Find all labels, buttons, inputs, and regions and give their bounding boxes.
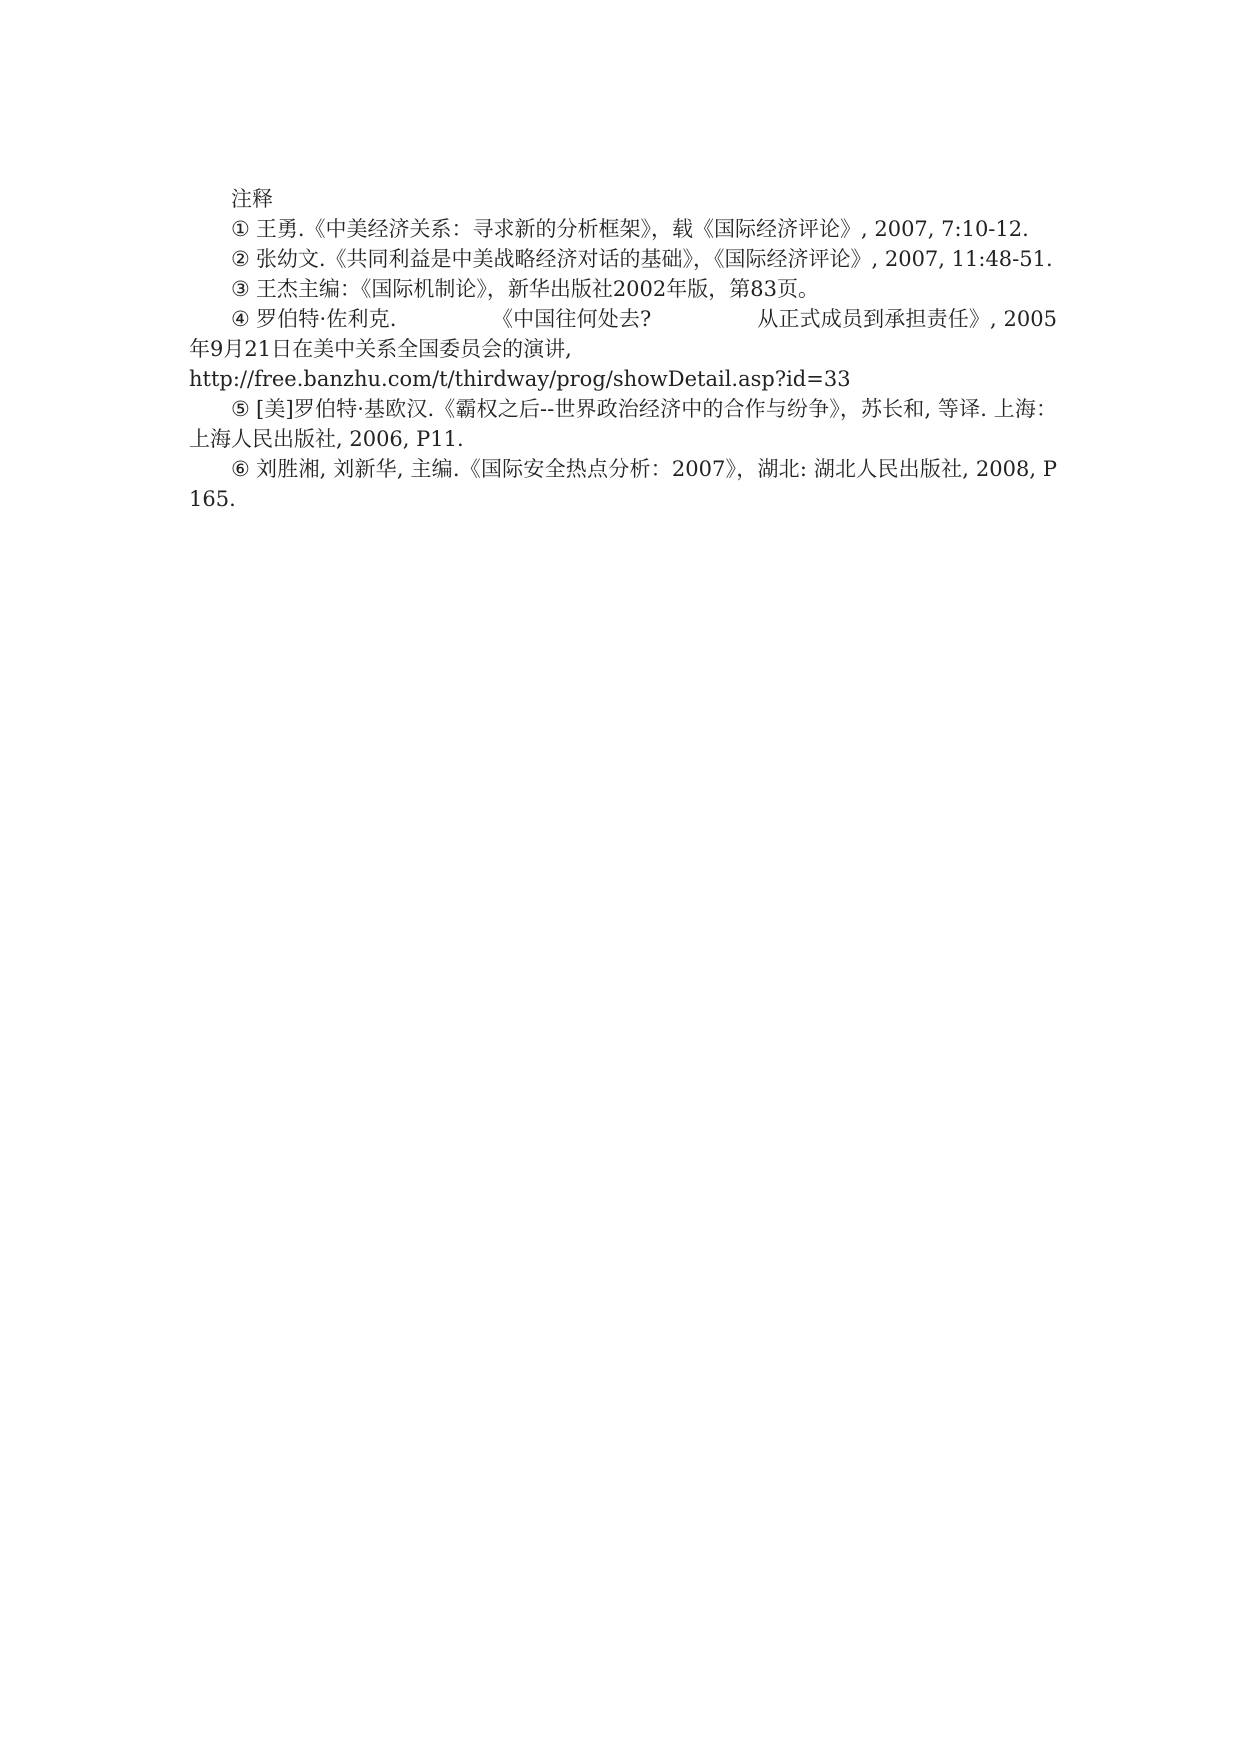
note-6: [189, 454, 1057, 514]
note-1: [189, 214, 1057, 244]
note-marker: ⑥: [231, 457, 251, 481]
note-text: 刘胜湘, 刘新华, 主编.《国际安全热点分析：2007》，湖北: 湖北人民出版社, 2008, P165.: [189, 457, 1058, 511]
note-marker: ①: [231, 217, 250, 241]
note-5: [189, 394, 1057, 454]
note-marker: ③: [231, 277, 250, 301]
source-url: http://free.banzhu.com/t/thirdway/prog/showDetail.asp?id=33: [189, 367, 851, 391]
note-4: [189, 304, 1057, 394]
note-text: 王勇.《中美经济关系：寻求新的分析框架》，载《国际经济评论》, 2007, 7:10-12.: [255, 217, 1029, 241]
notes-heading: 注释: [231, 187, 273, 211]
notes-section: [189, 184, 1057, 514]
note-3: [189, 274, 1057, 304]
note-marker: ②: [231, 247, 250, 271]
note-text: 王杰主编：《国际机制论》，新华出版社2002年版，第83页。: [255, 277, 819, 301]
note-text: 罗伯特·佐利克. 《中国往何处去? 从正式成员到承担责任》, 2005年9月21日在美中关系全国委员会的演讲,: [189, 307, 1058, 361]
note-text: 张幼文.《共同利益是中美战略经济对话的基础》，《国际经济评论》, 2007, 11:48-51.: [255, 247, 1053, 271]
note-marker: ⑤: [231, 397, 250, 421]
note-text: [美]罗伯特·基欧汉.《霸权之后--世界政治经济中的合作与纷争》，苏长和, 等译. 上海：上海人民出版社, 2006, P11.: [189, 397, 1057, 451]
note-2: [189, 244, 1057, 274]
note-marker: ④: [231, 307, 250, 331]
